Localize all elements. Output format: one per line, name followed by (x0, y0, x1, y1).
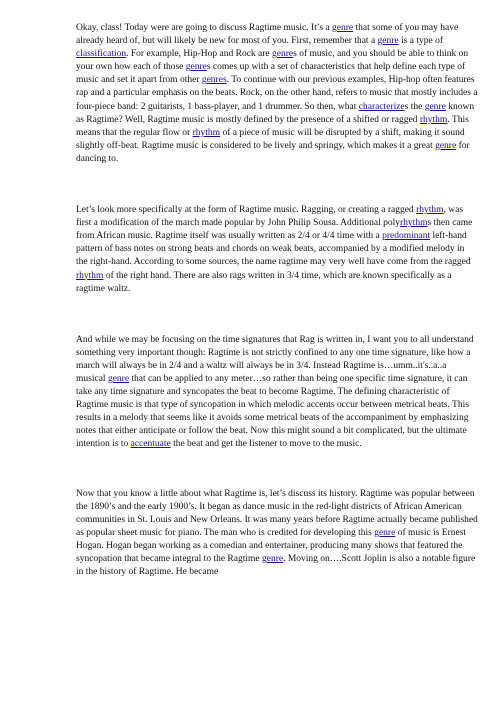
document-body (76, 22, 478, 579)
glossary-link[interactable]: genre (377, 36, 399, 47)
paragraph-2 (76, 204, 478, 296)
glossary-link[interactable]: accentuate (130, 439, 171, 450)
glossary-link[interactable]: classification (76, 49, 127, 60)
paragraph-spacer (76, 296, 478, 334)
text-run: s then came from African music. Ragtime itself was usually written as 2/4 or 4/4 time with a (76, 218, 473, 242)
text-run: of a piece of music will be disrupted by a shift, making it sound slightly off-beat. Ragtime music is considered to be lively and springy, which makes it a great (76, 127, 465, 151)
paragraph-spacer (76, 452, 478, 488)
glossary-link[interactable]: genre (185, 62, 207, 73)
glossary-link[interactable]: rhythm (419, 114, 448, 125)
text-run: Now that you know a little about what Ragtime is, let’s discuss its history. Ragtime was popular between the 1890’s and the early 1900’s. It began as dance music in the red-light districts of African American communities in St. Louis and New Orleans. It was many years before Ragtime actually became published as popular sheet music for piano. The man who is credited for developing this (76, 488, 478, 538)
text-run: s the (404, 101, 425, 112)
paragraph-1 (76, 22, 478, 166)
text-run: s comes up with a set of characteristics that help define each type of music and set it apart from other (76, 62, 466, 86)
text-run: Let’s look more specifically at the form of Ragtime music. Ragging, or creating a ragged (76, 205, 417, 216)
text-run: s of music, and you should be able to think on your own how each of those (76, 49, 469, 73)
text-run: , was first a modification of the march made popular by John Philip Sousa. Additional poly (76, 205, 464, 229)
text-run: . To continue with our previous examples, Hip-hop often features rap and a particular emphasis on the beats. Rock, on the other hand, refers to music that mostly includes a four-piece band: 2 guitarists, 1 bass-player, and 1 drummer. So then, what (76, 75, 478, 112)
glossary-link[interactable]: genre (435, 140, 457, 151)
glossary-link[interactable]: genre (107, 373, 130, 384)
glossary-link[interactable]: rhythm (400, 218, 428, 229)
glossary-link[interactable]: rhythm (416, 205, 444, 216)
text-run: . This means that the regular flow or (76, 114, 469, 138)
paragraph-spacer (76, 166, 478, 204)
text-run: the beat and get the listener to move to the music. (170, 439, 362, 450)
text-run: known as Ragtime? Well, Ragtime music is mostly defined by the presence of a shifted or ragged (76, 101, 475, 125)
glossary-link[interactable]: characterize (358, 101, 405, 112)
text-run: left-hand pattern of bass notes on strong beats and chords on weak beats, accompanied by a modified melody in the right-hand. According to some sources, the name ragtime may very well have come from the ragged (76, 231, 471, 268)
glossary-link[interactable]: genres (201, 75, 227, 86)
paragraph-3 (76, 334, 478, 452)
paragraph-4 (76, 488, 478, 580)
text-run: Okay, class! Today were are going to discuss Ragtime music. It’s a (76, 23, 333, 33)
glossary-link[interactable]: genre (374, 527, 396, 538)
text-run: And while we may be focusing on the time signatures that Rag is written in, I want you to all understand something very important though: Ragtime is not strictly confined to any one time signature, like how a march will always be in 2/4 and a waltz will always be in 3/4. Instead Ragtime is…umm..it's..a..a musical (76, 334, 474, 384)
glossary-link[interactable]: predominant (382, 231, 431, 242)
glossary-link[interactable]: genre (272, 49, 294, 60)
text-run: that some of you may have already heard of, but will likely be new for most of you. First, remember that a (76, 23, 459, 47)
text-run: of the right hand. There are also rags written in 3/4 time, which are known specifically as a ragtime waltz. (76, 270, 452, 294)
text-run: of music is Ernest Hogan. Hogan began working as a comedian and entertainer, producing many shows that featured the syncopation that became integral to the Ragtime (76, 527, 467, 564)
glossary-link[interactable]: genre (424, 101, 446, 112)
glossary-link[interactable]: genre (332, 23, 354, 33)
glossary-link[interactable]: genre (261, 554, 284, 564)
text-run: . For example, Hip-Hop and Rock are (126, 49, 273, 60)
text-run: . Moving on….Scott Joplin is also a notable figure in the history of Ragtime. He became (76, 554, 476, 578)
text-run: for dancing to. (76, 140, 470, 164)
glossary-link[interactable]: rhythm (192, 127, 221, 138)
text-run: is a type of (398, 36, 443, 47)
glossary-link[interactable]: rhythm (76, 270, 104, 281)
text-run: that can be applied to any meter…so rather than being one specific time signature, it can take any time signature and syncopates the beat to become Ragtime. The defining characteristic of Ragtime music is that type of syncopation in which melodic accents occur between metrical beats. This results in a melody that seems like it avoids some metrical beats of the accompaniment by emphasizing notes that either anticipate or follow the beat. Now this might sound a bit complicated, but the ultimate intention is to (76, 373, 469, 450)
